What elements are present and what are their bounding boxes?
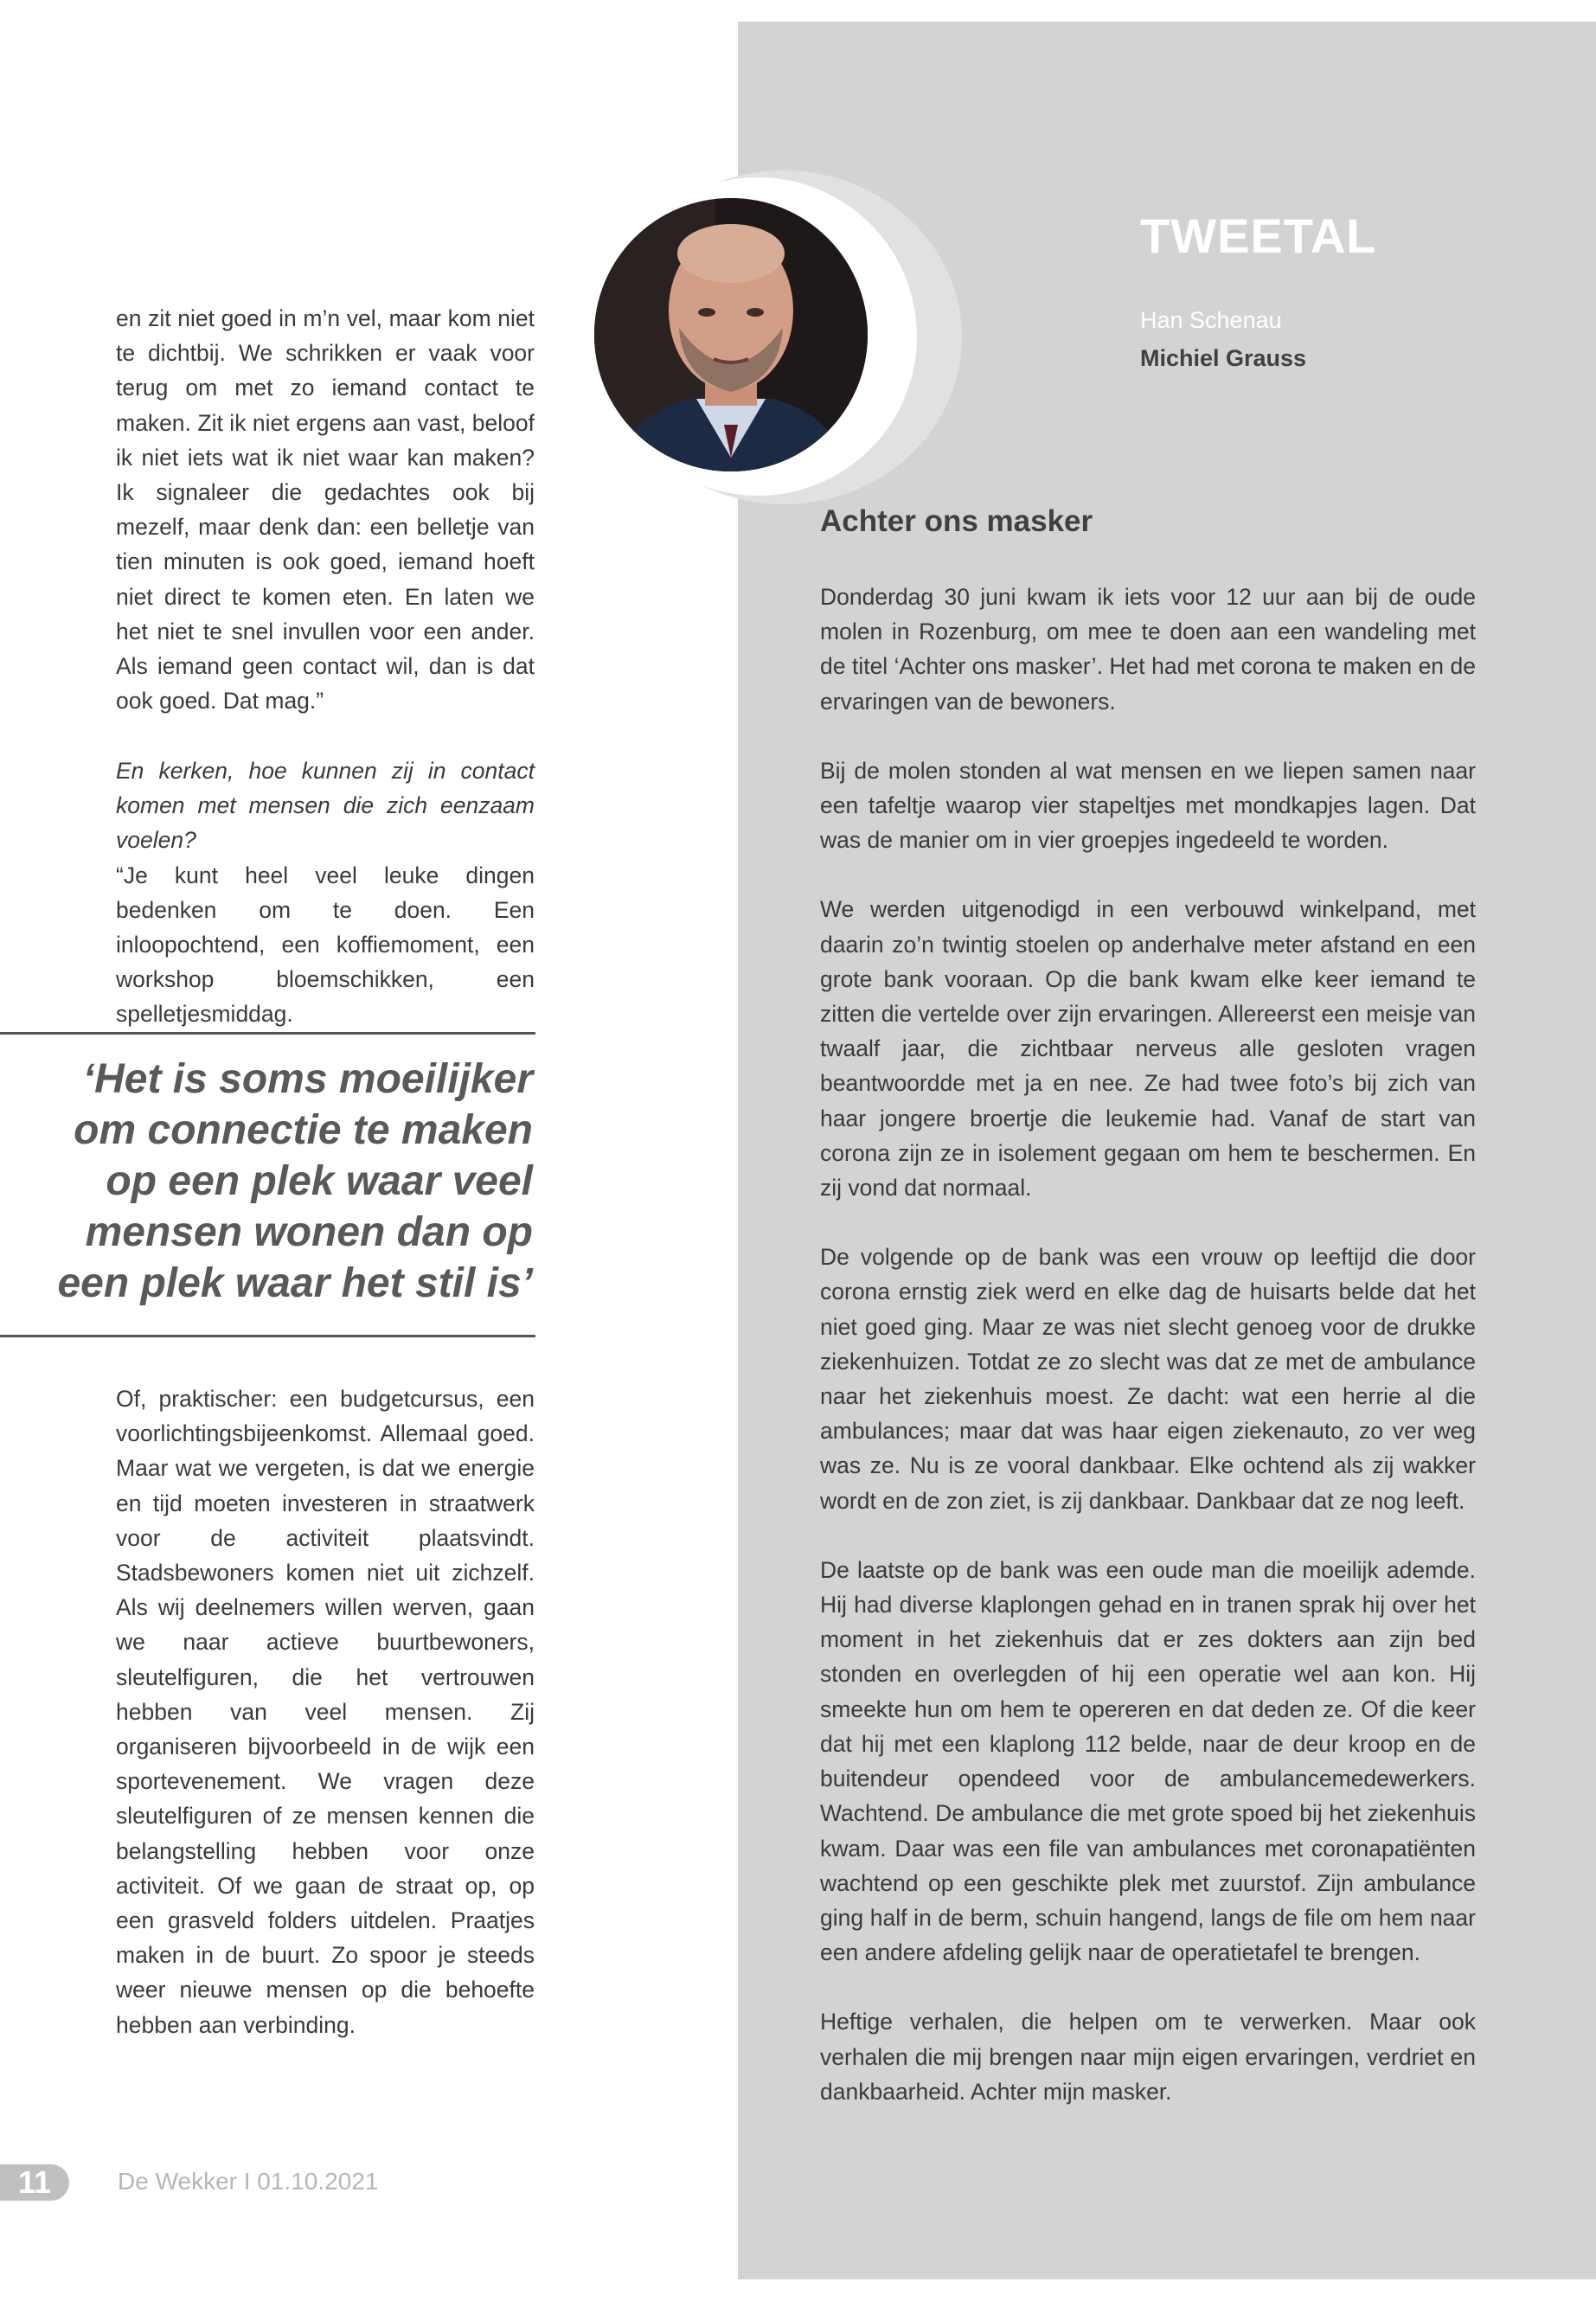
article-body <box>820 580 1476 2144</box>
article-paragraph: Heftige verhalen, die helpen om te verwerken. Maar ook verhalen die mij brengen naar mijn eigen ervaringen, verdriet en dankbaarheid. Achter mijn masker. <box>820 2009 1476 2105</box>
pullquote-bottom-rule <box>0 1335 535 1337</box>
pullquote-line: mensen wonen dan op <box>85 1209 533 1255</box>
page-number: 11 <box>0 2164 69 2201</box>
left-column-question-block <box>116 753 535 1032</box>
article-paragraph: Donderdag 30 juni kwam ik iets voor 12 uur aan bij de oude molen in Rozenburg, om mee te doen aan een wandeling met de titel ‘Achter ons masker’. Het had met corona te maken en de ervaringen van de bewoners. <box>820 584 1476 715</box>
pullquote-line: op een plek waar veel <box>106 1158 533 1204</box>
article-paragraph: We werden uitgenodigd in een verbouwd winkelpand, met daarin zo’n twintig stoelen op anderhalve meter afstand en een grote bank vooraan. Op die bank kwam elke keer iemand te zitten die vertelde over zijn ervaringen. Allereerst een meisje van twaalf jaar, die zichtbaar nerveus alle gesloten vragen beantwoordde met ja en nee. Ze had twee foto’s bij zich van haar jongere broertje die leukemie had. Vanaf de start van corona zijn ze in isolement gegaan om hem te beschermen. En zij vond dat normaal. <box>820 896 1476 1202</box>
pullquote-top-rule <box>0 1032 535 1035</box>
article-paragraph: Bij de molen stonden al wat mensen en we liepen samen naar een tafeltje waarop vier stapeltjes met mondkapjes lagen. Dat was de manier om in vier groepjes ingedeeld te worden. <box>820 757 1476 854</box>
interview-answer: “Je kunt heel veel leuke dingen bedenken om te doen. Een inloopochtend, een koffiemoment, een workshop bloemschikken, een spelletjesmiddag. <box>116 862 535 1028</box>
pullquote-line: om connectie te maken <box>74 1107 533 1153</box>
article-paragraph: De volgende op de bank was een vrouw op leeftijd die door corona ernstig ziek werd en elke dag de huisarts belde dat het niet goed ging. Maar ze was niet slecht genoeg voor de drukke ziekenhuizen. Totdat ze zo slecht was dat ze met de ambulance naar het ziekenhuis moest. Ze dacht: wat een herrie al die ambulances; maar dat was haar eigen ziekenauto, zo ver weg was ze. Nu is ze vooral dankbaar. Elke ochtend als zij wakker wordt en de zon ziet, is zij dankbaar. Dankbaar dat ze nog leeft. <box>820 1244 1476 1514</box>
rubric-title: TWEETAL <box>1140 208 1377 263</box>
intro-paragraph: en zit niet goed in m’n vel, maar kom niet te dichtbij. We schrikken er vaak voor terug om met zo iemand contact te maken. Zit ik niet ergens aan vast, beloof ik niet iets wat ik niet waar kan maken? Ik signaleer die gedachtes ook bij mezelf, maar denk dan: een belletje van tien minuten is ook goed, iemand hoeft niet direct te komen eten. En laten we het niet te snel invullen voor een ander. Als iemand geen contact wil, dan is dat ook goed. Dat mag.” <box>116 305 535 715</box>
publication-footer: De Wekker I 01.10.2021 <box>118 2168 379 2195</box>
pullquote-line: een plek waar het stil is’ <box>57 1260 533 1306</box>
author-name: Han Schenau <box>1140 307 1282 333</box>
left-column-continuation <box>116 1381 535 2042</box>
author-portrait <box>594 198 868 471</box>
author-name-bold: Michiel Grauss <box>1140 345 1307 371</box>
article-headline: Achter ons masker <box>820 504 1093 538</box>
pullquote-line: ‘Het is soms moeilijker <box>82 1056 533 1102</box>
pullquote <box>0 1054 533 1309</box>
left-column-intro <box>116 301 535 718</box>
interview-question: En kerken, hoe kunnen zij in contact komen met mensen die zich eenzaam voelen? <box>116 758 535 854</box>
portrait-illustration <box>594 198 868 471</box>
article-paragraph: De laatste op de bank was een oude man die moeilijk ademde. Hij had diverse klaplongen gehad en in tranen sprak hij over het moment in het ziekenhuis dat er zes dokters aan zijn bed stonden en overlegden of hij een operatie wel aan kon. Hij smeekte hun om hem te opereren en dat deden ze. Of die keer dat hij met een klaplong 112 belde, naar de deur kroop en de buitendeur opendeed voor de ambulancemedewerkers. Wachtend. De ambulance die met grote spoed bij het ziekenhuis kwam. Daar was een file van ambulances met coronapatiënten wachtend op een geschikte plek met zuurstof. Zijn ambulance ging half in de berm, schuin hangend, langs de file om hem naar een andere afdeling gelijk naar de operatietafel te brengen. <box>820 1556 1476 1966</box>
continuation-paragraph: Of, praktischer: een budgetcursus, een voorlichtingsbijeenkomst. Allemaal goed. Maar wat we vergeten, is dat we energie en tijd moeten investeren in straatwerk voor de activiteit plaatsvindt. Stadsbewoners komen niet uit zichzelf. Als wij deelnemers willen werven, gaan we naar actieve buurtbewoners, sleutelfiguren, die het vertrouwen hebben van veel mensen. Zij organiseren bijvoorbeeld in de wijk een sportevenement. We vragen deze sleutelfiguren of ze mensen kennen die belangstelling hebben voor onze activiteit. Of we gaan de straat op, op een grasveld folders uitdelen. Praatjes maken in de buurt. Zo spoor je steeds weer nieuwe mensen op die behoefte hebben aan verbinding. <box>116 1386 535 2038</box>
